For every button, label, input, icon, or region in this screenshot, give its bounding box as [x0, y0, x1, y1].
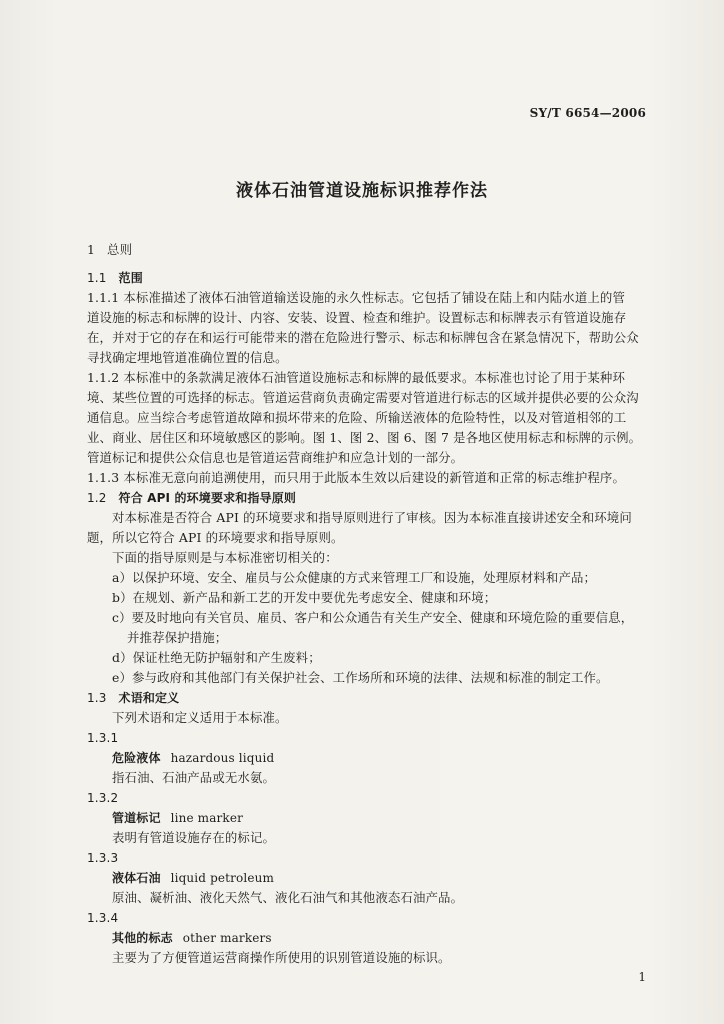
document-body [87, 240, 647, 968]
paragraph-line: 道设施的标志和标牌的设计、内容、安装、设置、检查和维护。设置标志和标牌表示有管道设施存 [87, 310, 627, 325]
paragraph-line: 1.1.1 本标准描述了液体石油管道输送设施的永久性标志。它包括了铺设在陆上和内陆水道上的管 [87, 290, 625, 305]
document-title: 液体石油管道设施标识推荐作法 [236, 181, 488, 201]
paragraph-line: 寻找确定埋地管道准确位置的信息。 [87, 350, 288, 365]
term-definition: 表明有管道设施存在的标记。 [112, 830, 276, 845]
term-number: 1.3.1 [87, 731, 119, 745]
term-name: 管道标记 line marker [112, 811, 243, 825]
paragraph-line: 1.1.2 本标准中的条款满足液体石油管道设施标志和标牌的最低要求。本标准也讨论了用于某种环 [87, 370, 625, 385]
section-1-heading: 1 总则 [87, 242, 133, 257]
list-item: c）要及时地向有关官员、雇员、客户和公众通告有关生产安全、健康和环境危险的重要信息， [112, 610, 634, 625]
list-item: a）以保护环境、安全、雇员与公众健康的方式来管理工厂和设施，处理原材料和产品； [112, 570, 597, 585]
term-number: 1.3.4 [87, 911, 119, 925]
list-item: b）在规划、新产品和新工艺的开发中要优先考虑安全、健康和环境； [112, 590, 497, 605]
paragraph-line: 境、某些位置的可选择的标志。管道运营商负责确定需要对管道进行标志的区域并提供必要的公众沟 [87, 390, 639, 405]
term-definition: 原油、凝析油、液化天然气、液化石油气和其他液态石油产品。 [112, 890, 464, 905]
list-item: 并推荐保护措施； [127, 630, 228, 645]
term-number: 1.3.3 [87, 851, 119, 865]
paragraph-line: 通信息。应当综合考虑管道故障和损坏带来的危险、所输送液体的危险特性，以及对管道相邻的工 [87, 410, 627, 425]
term-name: 危险液体 hazardous liquid [112, 751, 275, 765]
section-1-1-heading: 1.1 范围 [87, 271, 143, 285]
section-1-3-heading: 1.3 术语和定义 [87, 691, 180, 705]
paragraph-line: 题，所以它符合 API 的环境要求和指导原则。 [87, 530, 344, 545]
paragraph-line: 1.1.3 本标准无意向前追溯使用，而只用于此版本生效以后建设的新管道和正常的标志维护程序。 [87, 470, 625, 485]
term-definition: 指石油、石油产品或无水氨。 [112, 770, 276, 785]
term-definition: 主要为了方便管道运营商操作所使用的识别管道设施的标识。 [112, 950, 451, 965]
paragraph-line: 在，并对于它的存在和运行可能带来的潜在危险进行警示、标志和标牌包含在紧急情况下，帮助公众 [87, 330, 639, 345]
paragraph-line: 下列术语和定义适用于本标准。 [112, 710, 288, 725]
term-name: 液体石油 liquid petroleum [112, 871, 275, 885]
term-number: 1.3.2 [87, 791, 119, 805]
section-1-2-heading: 1.2 符合 API 的环境要求和指导原则 [87, 491, 297, 505]
paragraph-line: 管道标记和提供公众信息也是管道运营商维护和应急计划的一部分。 [87, 450, 464, 465]
list-item: d）保证杜绝无防护辐射和产生废料； [112, 650, 321, 665]
page-number: 1 [638, 970, 646, 984]
paragraph-line: 对本标准是否符合 API 的环境要求和指导原则进行了审核。因为本标准直接讲述安全和环境问 [112, 510, 632, 525]
list-item: e）参与政府和其他部门有关保护社会、工作场所和环境的法律、法规和标准的制定工作。 [112, 670, 609, 685]
paragraph-line: 下面的指导原则是与本标准密切相关的： [112, 550, 338, 565]
standard-code: SY/T 6654—2006 [529, 106, 646, 120]
paragraph-line: 业、商业、居住区和环境敏感区的影响。图 1、图 2、图 6、图 7 是各地区使用标志和标牌的示例。 [87, 430, 642, 445]
term-name: 其他的标志 other markers [112, 931, 272, 945]
